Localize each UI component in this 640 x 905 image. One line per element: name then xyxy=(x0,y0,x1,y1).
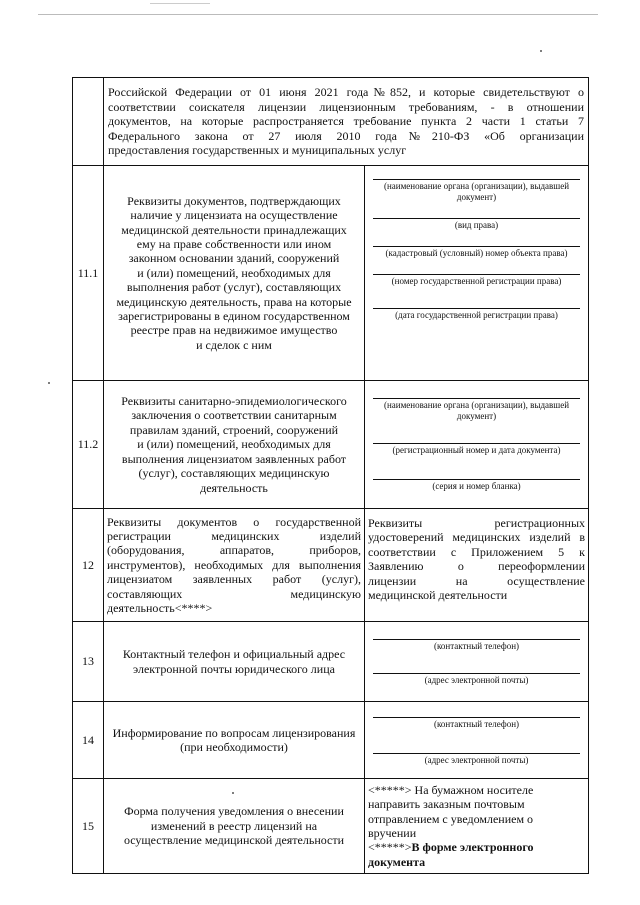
table-row-14 xyxy=(73,702,589,779)
row-number: 12 xyxy=(73,509,104,622)
row-number: 14 xyxy=(73,702,104,779)
input-line-registration-date[interactable]: (дата государственной регистрации права) xyxy=(365,299,588,321)
input-line-issuing-authority[interactable]: (наименование органа (организации), выдавшей документ) xyxy=(365,170,588,203)
table-row-continuation xyxy=(73,78,589,166)
input-line-registration-number[interactable]: (номер государственной регистрации права) xyxy=(365,265,588,287)
table-row-11-2 xyxy=(73,381,589,509)
row-number: 15 xyxy=(73,779,104,874)
table-row-15 xyxy=(73,779,589,874)
input-line-document-number-date[interactable]: (регистрационный номер и дата документа) xyxy=(365,434,588,456)
row-fields xyxy=(365,622,589,702)
scan-artifact-line xyxy=(150,3,210,4)
row-fields xyxy=(365,381,589,509)
scan-speck xyxy=(48,382,50,384)
input-line-email[interactable]: (адрес электронной почты) xyxy=(365,744,588,766)
table-row-12 xyxy=(73,509,589,622)
row-label: Форма получения уведомления о внесении изменений в реестр лицензий на осуществление медицинской деятельности xyxy=(104,779,365,874)
row-number-empty xyxy=(73,78,104,166)
input-line-issuing-authority[interactable]: (наименование органа (организации), выдавшей документ) xyxy=(365,389,588,422)
table-row-11-1 xyxy=(73,166,589,381)
row-label: Реквизиты документов о государственной регистрации медицинских изделий (оборудования, аппаратов, приборов, инструментов), необходимых для выполнения лицензиатом заявленных работ (услуг), составляющих медицинскую деятельность<****> xyxy=(104,509,365,622)
continuation-text: Российской Федерации от 01 июня 2021 года№852, и которые свидетельствуют о соответствии соискателя лицензии лицензионным требованиям, - в отношении документов, на которые распространяется требование пункта 2 части 1 статьи 7 Федерального закона от 27 июля 2010 года№210-ФЗ «Об организации предоставления государственных и муниципальных услуг xyxy=(104,78,589,166)
input-line-email[interactable]: (адрес электронной почты) xyxy=(365,664,588,686)
option-paper[interactable]: <*****> На бумажном носителе направить заказным почтовым отправлением с уведомлением о вручении xyxy=(368,782,534,840)
table-row-13 xyxy=(73,622,589,702)
row-label: Реквизиты документов, подтверждающих наличие у лицензиата на осуществление медицинской деятельности принадлежащих ему на праве собственности или ином законном основании зданий, сооружений и (или) помещений, необходимых для выполнения работ (услуг), составляющих медицинскую деятельность, права на которые зарегистрированы в едином государственном реестре прав на недвижимое имущество и сделок с ним xyxy=(104,166,365,381)
row-number: 13 xyxy=(73,622,104,702)
row-fields xyxy=(365,166,589,381)
row-fields xyxy=(365,702,589,779)
license-form-table xyxy=(72,77,589,874)
row-label: Реквизиты санитарно-эпидемиологического заключения о соответствии санитарным правилам зданий, строений, сооружений и (или) помещений, необходимых для выполнения лицензиатом заявленных работ (услуг), составляющих медицинскую деятельность xyxy=(104,381,365,509)
scan-speck xyxy=(540,50,542,52)
option-electronic[interactable]: <*****>В форме электронного документа xyxy=(368,840,534,869)
row-label: Контактный телефон и официальный адрес электронной почты юридического лица xyxy=(104,622,365,702)
input-line-cadastral-number[interactable]: (кадастровый (условный) номер объекта права) xyxy=(365,237,588,259)
row-number: 11.2 xyxy=(73,381,104,509)
row-value: Реквизиты регистрационных удостоверений медицинских изделий в соответствии с Приложением 5 к Заявлению о переоформлении лицензии на осуществление медицинской деятельности xyxy=(365,509,589,622)
page-top-rule xyxy=(38,14,598,15)
input-line-right-type[interactable]: (вид права) xyxy=(365,209,588,231)
row-label: Информирование по вопросам лицензирования (при необходимости) xyxy=(104,702,365,779)
input-line-contact-phone[interactable]: (контактный телефон) xyxy=(365,708,588,730)
notification-form-options xyxy=(365,779,589,874)
input-line-form-series-number[interactable]: (серия и номер бланка) xyxy=(365,470,588,492)
row-number: 11.1 xyxy=(73,166,104,381)
input-line-contact-phone[interactable]: (контактный телефон) xyxy=(365,630,588,652)
